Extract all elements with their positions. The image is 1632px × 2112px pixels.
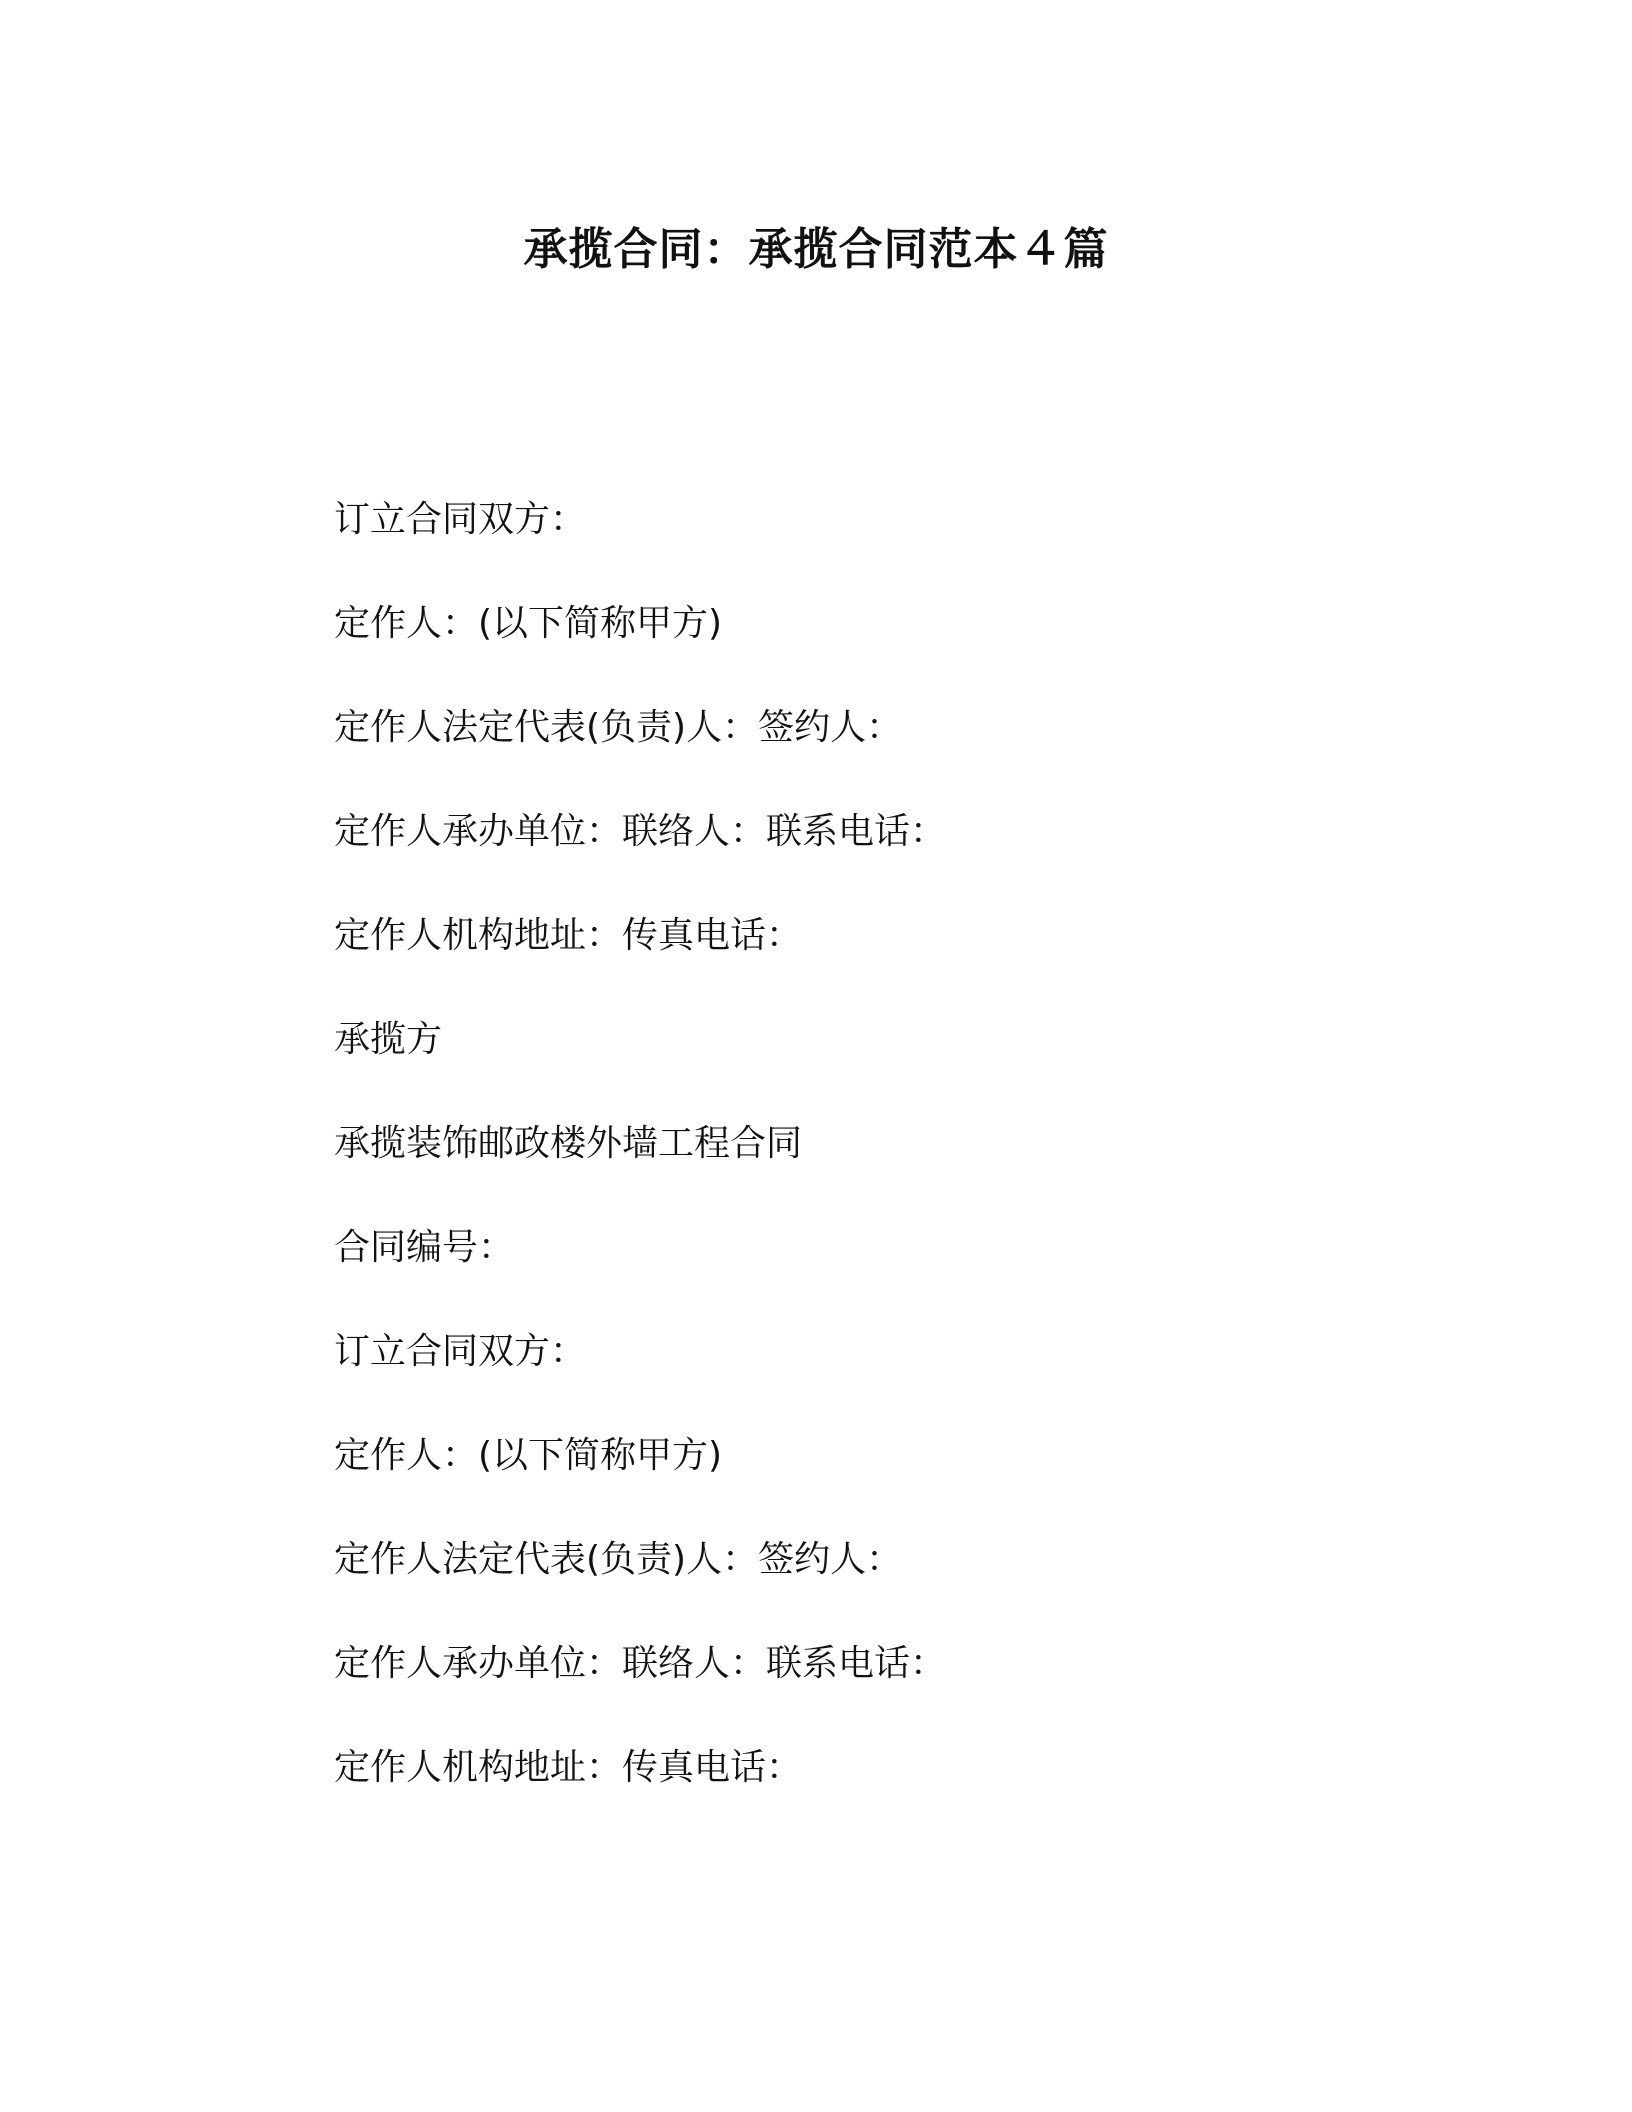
paragraph-line: 定作人机构地址：传真电话： (334, 915, 803, 956)
paragraph-line: 定作人机构地址：传真电话： (334, 1747, 803, 1788)
paragraph-line: 定作人承办单位：联络人：联系电话： (334, 1643, 947, 1684)
paragraph-line: 定作人法定代表(负责)人：签约人： (334, 707, 903, 748)
paragraph-line: 定作人承办单位：联络人：联系电话： (334, 811, 947, 852)
paragraph-line: 定作人法定代表(负责)人：签约人： (334, 1539, 903, 1580)
paragraph-line: 订立合同双方： (334, 1331, 587, 1372)
paragraph-line: 定作人：(以下简称甲方) (334, 603, 723, 644)
paragraph-line: 承揽装饰邮政楼外墙工程合同 (334, 1123, 803, 1164)
document-title: 承揽合同：承揽合同范本４篇 (523, 224, 1109, 275)
paragraph-line: 订立合同双方： (334, 499, 587, 540)
document-body (334, 496, 1434, 1848)
paragraph-line: 合同编号： (334, 1227, 515, 1268)
paragraph-line: 承揽方 (334, 1019, 443, 1060)
paragraph-line: 定作人：(以下简称甲方) (334, 1435, 723, 1476)
